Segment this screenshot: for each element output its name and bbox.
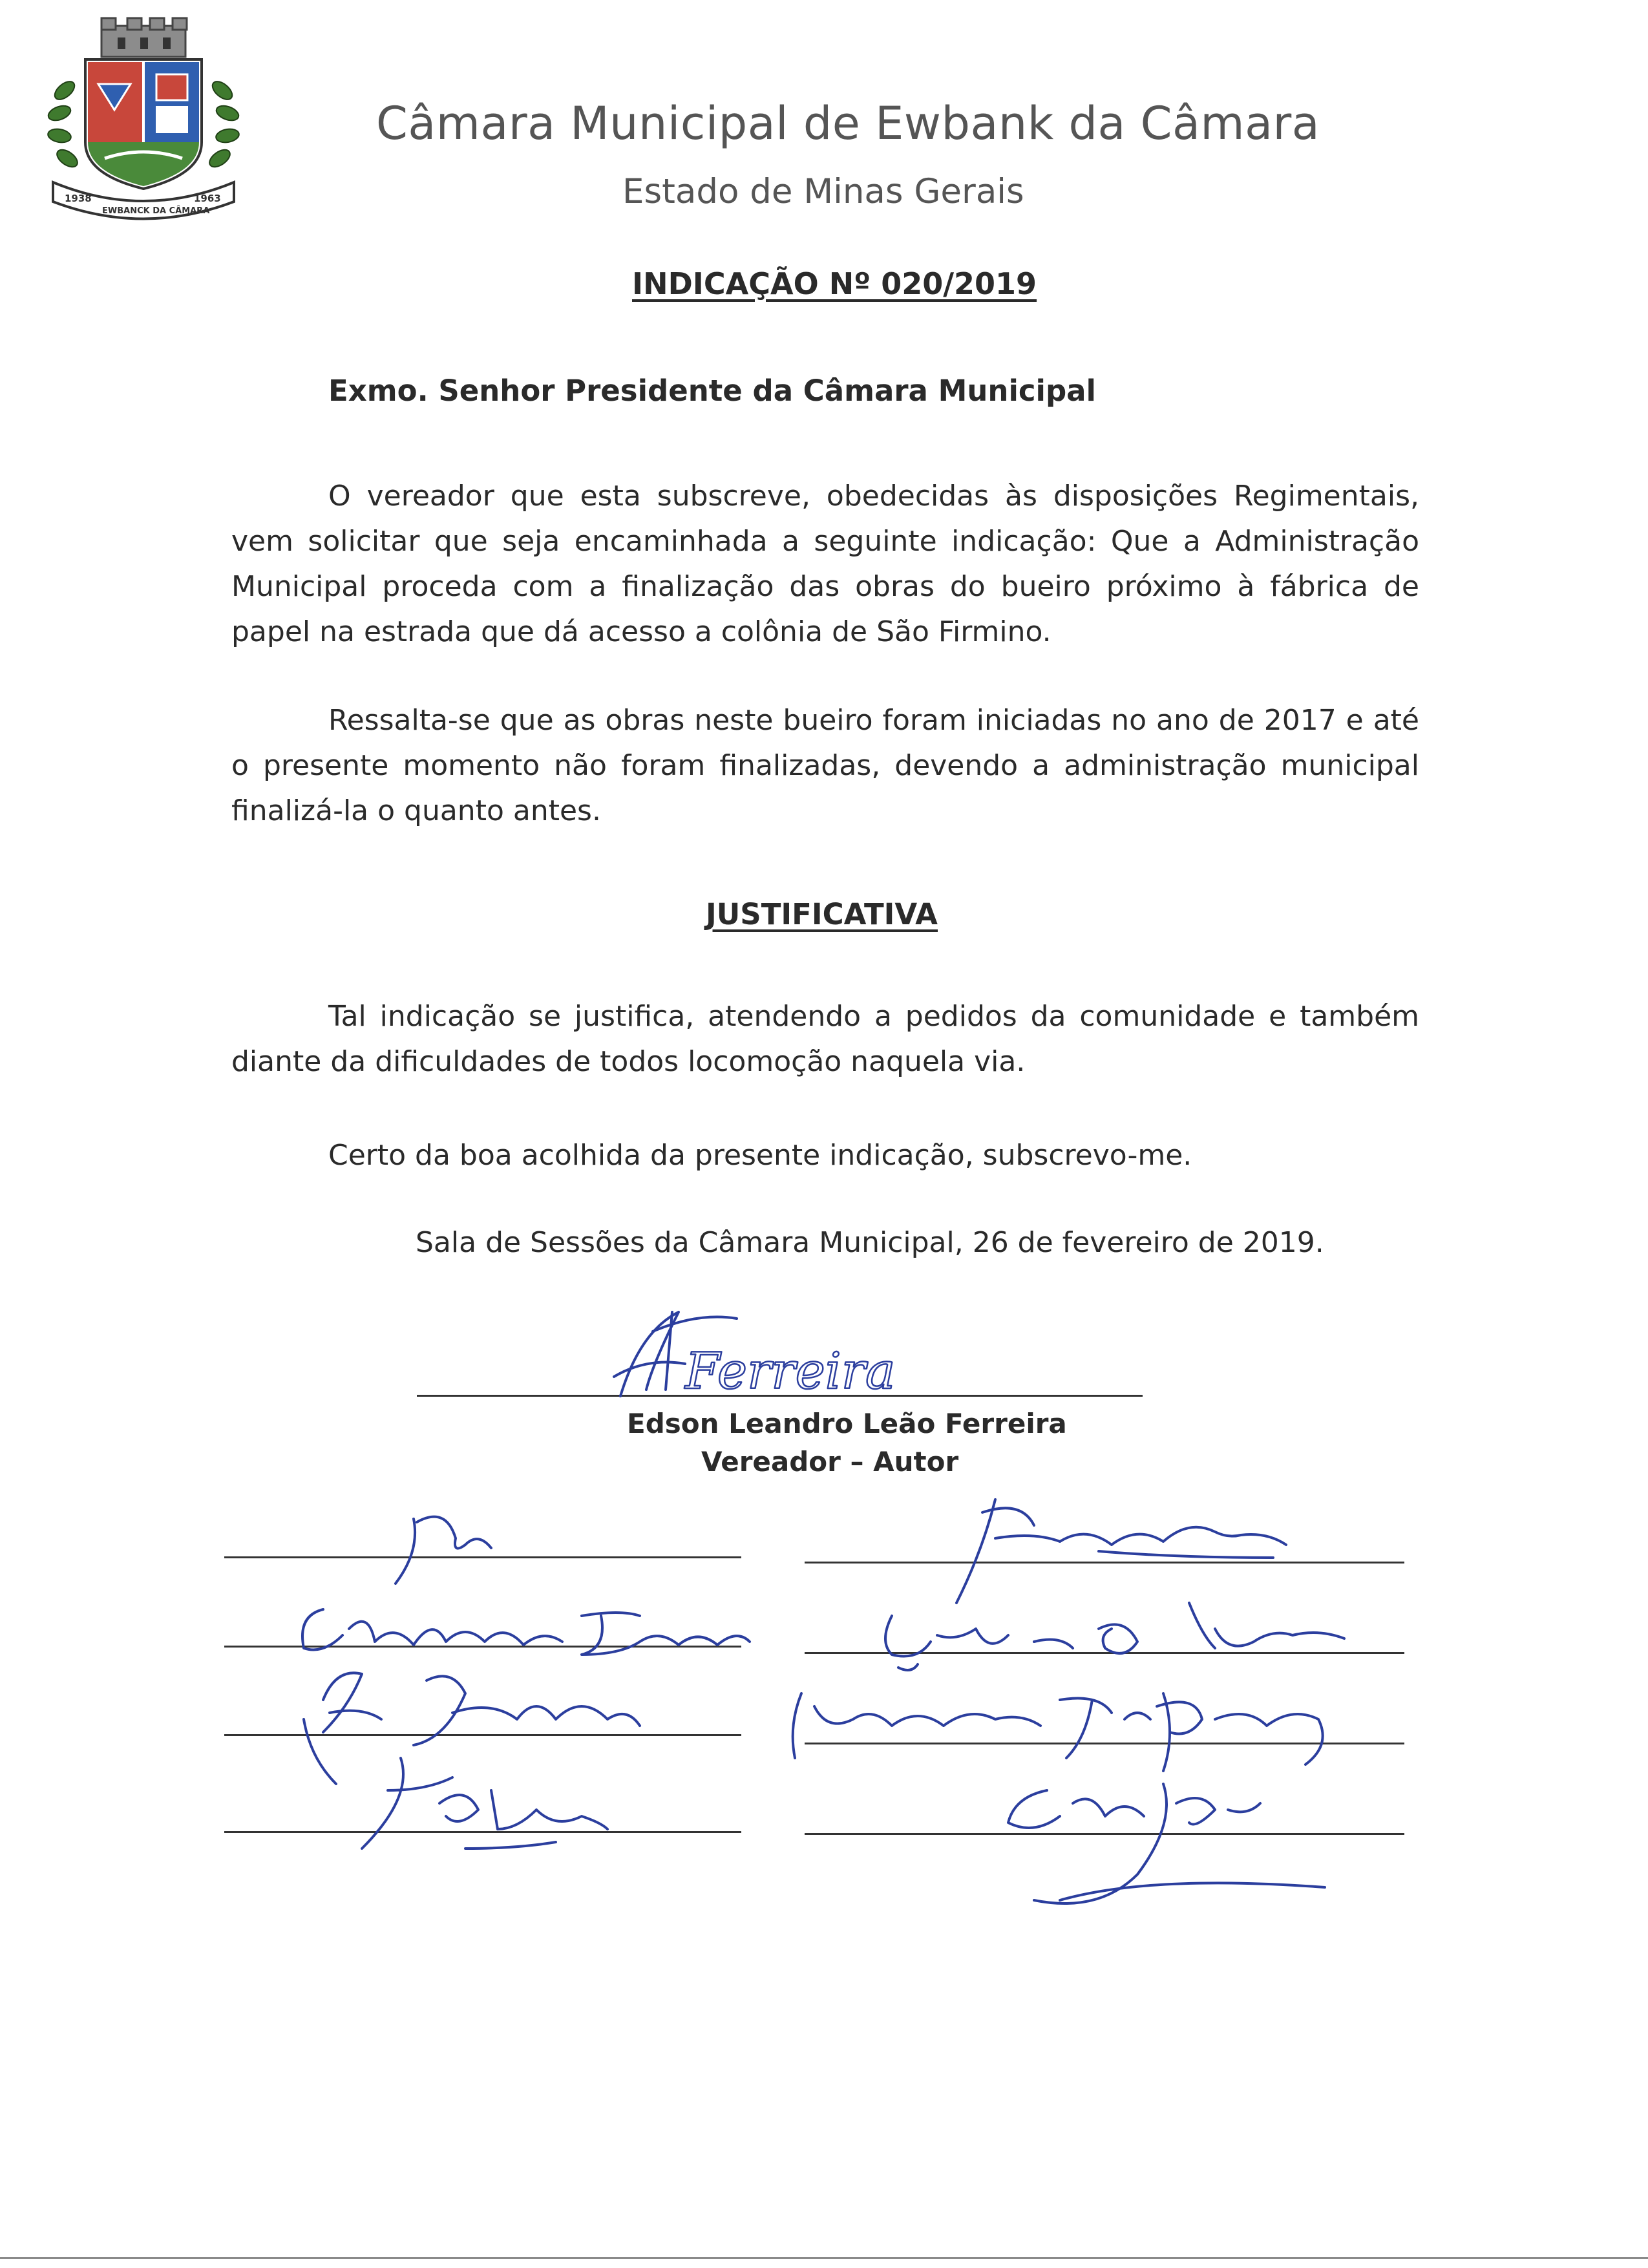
- cosigner-signature: [956, 1500, 1286, 1603]
- cosigner-signature: [304, 1673, 640, 1784]
- cosigner-signature-line: [805, 1743, 1404, 1744]
- document-number: INDICAÇÃO Nº 020/2019: [632, 266, 1037, 301]
- crest-year-left: 1938: [65, 193, 92, 204]
- author-signature: [614, 1312, 895, 1401]
- cosigner-signature-line: [224, 1734, 741, 1736]
- municipal-crest-logo: [40, 13, 247, 226]
- organization-state: Estado de Minas Gerais: [622, 172, 1024, 211]
- shield-icon: [85, 59, 202, 189]
- organization-name: Câmara Municipal de Ewbank da Câmara: [376, 97, 1320, 150]
- author-signature-line: [417, 1395, 1143, 1397]
- justification-heading: JUSTIFICATIVA: [706, 897, 938, 931]
- cosigner-signature: [362, 1758, 607, 1849]
- crest-year-right: 1963: [194, 193, 221, 204]
- justification-paragraph: Certo da boa acolhida da presente indicação, subscrevo-me.: [328, 1139, 1192, 1172]
- author-role: Vereador – Autor: [701, 1446, 959, 1478]
- cosigner-signature: [1008, 1784, 1325, 1903]
- cosigner-signature: [793, 1693, 1323, 1771]
- cosigner-signature: [302, 1609, 750, 1655]
- cosigner-signature: [396, 1517, 491, 1584]
- cosigner-signature-line: [805, 1833, 1404, 1835]
- cosigner-signature-line: [224, 1556, 741, 1558]
- author-signature-text: Ferreira: [685, 1342, 896, 1401]
- salutation: Exmo. Senhor Presidente da Câmara Municipal: [328, 374, 1096, 408]
- cosigner-signature-line: [224, 1831, 741, 1833]
- page-edge-divider: [0, 2257, 1648, 2259]
- justification-paragraph: Tal indicação se justifica, atendendo a pedidos da comunidade e também diante da dificuldades de todos locomoção naquela via.: [231, 1000, 1419, 1078]
- cosigner-signature-line: [805, 1562, 1404, 1563]
- cosigner-signature-line: [224, 1646, 741, 1648]
- body-paragraph: O vereador que esta subscreve, obedecidas às disposições Regimentais, vem solicitar que seja encaminhada a seguinte indicação: Que a Administração Municipal proceda com a finalização das obras do bueiro próximo à fábrica de papel na estrada que dá acesso a colônia de São Firmino.: [231, 480, 1419, 648]
- author-name: Edson Leandro Leão Ferreira: [627, 1408, 1067, 1439]
- body-paragraph: Ressalta-se que as obras neste bueiro foram iniciadas no ano de 2017 e até o presente momento não foram finalizadas, devendo a administração municipal finalizá-la o quanto antes.: [231, 704, 1419, 827]
- cosigner-signature-line: [805, 1652, 1404, 1654]
- closing-line: Sala de Sessões da Câmara Municipal, 26 de fevereiro de 2019.: [416, 1226, 1324, 1259]
- cosigner-signature: [885, 1603, 1344, 1670]
- mural-crown-icon: [101, 18, 187, 57]
- crest-banner-text: EWBANCK DA CÂMARA: [102, 206, 210, 216]
